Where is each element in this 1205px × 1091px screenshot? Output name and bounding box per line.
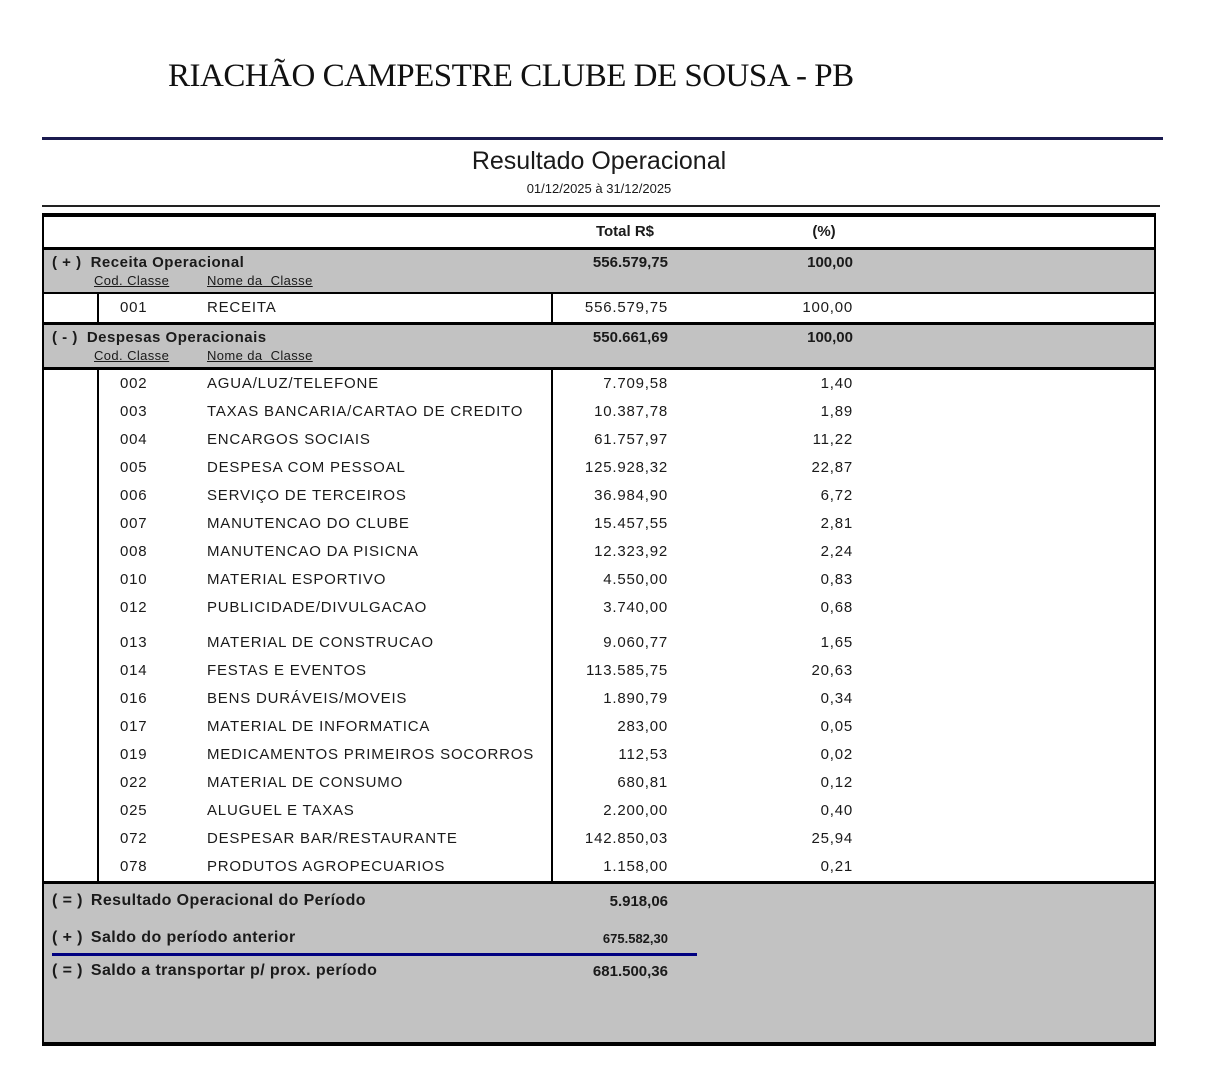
row-code: 008 [120, 543, 148, 560]
row-name: ALUGUEL E TAXAS [207, 802, 355, 819]
table-row [44, 370, 1154, 398]
row-code: 019 [120, 746, 148, 763]
row-total: 7.709,58 [603, 375, 668, 392]
summary-sign: ( = ) [52, 892, 83, 909]
row-name: AGUA/LUZ/TELEFONE [207, 375, 379, 392]
row-name: MATERIAL DE INFORMATICA [207, 718, 431, 735]
row-total: 2.200,00 [603, 802, 668, 819]
row-total: 556.579,75 [584, 299, 668, 316]
pre-table-rule [42, 205, 1160, 207]
table-row [44, 713, 1154, 741]
row-name: PRODUTOS AGROPECUARIOS [207, 858, 446, 875]
row-percent: 2,24 [820, 543, 853, 560]
row-total: 680,81 [617, 774, 668, 791]
row-name: FESTAS E EVENTOS [207, 662, 367, 679]
row-total: 3.740,00 [603, 599, 668, 616]
summary-value: 675.582,30 [602, 931, 668, 946]
table-row [44, 825, 1154, 853]
section-total: 556.579,75 [592, 254, 668, 271]
row-name: MANUTENCAO DA PISICNA [207, 543, 419, 560]
summary-sign: ( = ) [52, 962, 83, 979]
section-percent: 100,00 [807, 254, 853, 271]
row-code: 006 [120, 487, 148, 504]
row-name: MATERIAL DE CONSTRUCAO [207, 634, 434, 651]
row-code: 010 [120, 571, 148, 588]
table-row [44, 294, 1154, 322]
row-code: 017 [120, 718, 148, 735]
despesas-rows [44, 370, 1154, 881]
row-percent: 0,21 [820, 858, 853, 875]
summary-value: 681.500,36 [592, 963, 668, 980]
summary-divider [52, 953, 697, 956]
table-row [44, 797, 1154, 825]
summary-row-saldo-anterior [52, 929, 296, 947]
table-row [44, 741, 1154, 769]
table-row [44, 454, 1154, 482]
row-name: BENS DURÁVEIS/MOVEIS [207, 690, 408, 707]
row-name: DESPESAR BAR/RESTAURANTE [207, 830, 458, 847]
table-row [44, 769, 1154, 797]
row-code: 007 [120, 515, 148, 532]
report-title: Resultado Operacional [471, 147, 727, 175]
report-period: 01/12/2025 à 31/12/2025 [526, 181, 672, 196]
header-rule [42, 137, 1163, 140]
row-total: 125.928,32 [584, 459, 668, 476]
row-name: MATERIAL ESPORTIVO [207, 571, 387, 588]
row-total: 283,00 [617, 718, 668, 735]
table-row [44, 566, 1154, 594]
row-total: 36.984,90 [594, 487, 668, 504]
section-title: Despesas Operacionais [86, 329, 267, 346]
row-percent: 2,81 [820, 515, 853, 532]
row-percent: 1,65 [820, 634, 853, 651]
row-code: 002 [120, 375, 148, 392]
section-title: Receita Operacional [90, 254, 245, 271]
section-sign: ( + ) [52, 254, 82, 271]
row-total: 9.060,77 [603, 634, 668, 651]
row-code: 078 [120, 858, 148, 875]
section-heading [52, 254, 244, 271]
subheader-cod-classe: Cod. Classe [94, 348, 170, 363]
section-total: 550.661,69 [592, 329, 668, 346]
row-name: SERVIÇO DE TERCEIROS [207, 487, 407, 504]
table-row [44, 510, 1154, 538]
table-header-row [44, 217, 1154, 247]
summary-value: 5.918,06 [609, 893, 668, 910]
row-percent: 1,89 [820, 403, 853, 420]
table-row [44, 657, 1154, 685]
row-name: DESPESA COM PESSOAL [207, 459, 406, 476]
table-row [44, 538, 1154, 566]
section-heading [52, 329, 267, 346]
section-sign: ( - ) [52, 329, 78, 346]
row-total: 1.158,00 [603, 858, 668, 875]
row-total: 113.585,75 [586, 662, 668, 679]
row-percent: 25,94 [811, 830, 853, 847]
row-percent: 0,83 [820, 571, 853, 588]
row-code: 016 [120, 690, 148, 707]
subheader-nome-classe: Nome da Classe [207, 348, 313, 363]
row-percent: 0,68 [820, 599, 853, 616]
table-row [44, 853, 1154, 881]
column-header-total: Total R$ [595, 223, 655, 240]
row-name: TAXAS BANCARIA/CARTAO DE CREDITO [207, 403, 524, 420]
row-code: 022 [120, 774, 148, 791]
row-total: 15.457,55 [594, 515, 668, 532]
operational-results-table [42, 213, 1156, 1046]
row-percent: 0,02 [820, 746, 853, 763]
subheader-nome-classe: Nome da Classe [207, 273, 313, 288]
row-percent: 11,22 [812, 431, 853, 448]
row-code: 005 [120, 459, 148, 476]
section-band-despesas [44, 325, 1154, 367]
table-row [44, 685, 1154, 713]
row-percent: 0,12 [820, 774, 853, 791]
row-code: 014 [120, 662, 148, 679]
summary-block [44, 884, 1154, 1042]
table-row [44, 594, 1154, 622]
row-name: PUBLICIDADE/DIVULGACAO [207, 599, 428, 616]
row-total: 112,53 [618, 746, 668, 763]
row-total: 12.323,92 [594, 543, 668, 560]
table-bottom-border [44, 1042, 1154, 1046]
row-percent: 0,34 [820, 690, 853, 707]
row-percent: 22,87 [811, 459, 853, 476]
row-code: 013 [120, 634, 148, 651]
table-row [44, 398, 1154, 426]
section-percent: 100,00 [807, 329, 853, 346]
row-code: 004 [120, 431, 148, 448]
summary-row-resultado [52, 892, 366, 910]
row-total: 4.550,00 [603, 571, 668, 588]
row-total: 10.387,78 [594, 403, 668, 420]
row-percent: 0,40 [820, 802, 853, 819]
row-percent: 0,05 [820, 718, 853, 735]
row-code: 072 [120, 830, 148, 847]
table-row [44, 482, 1154, 510]
summary-sign: ( + ) [52, 929, 83, 946]
row-percent: 100,00 [802, 299, 853, 316]
section-band-receita [44, 250, 1154, 292]
summary-label: Saldo do período anterior [90, 929, 296, 946]
summary-label: Saldo a transportar p/ prox. período [90, 962, 378, 979]
row-total: 61.757,97 [594, 431, 668, 448]
row-total: 1.890,79 [603, 690, 668, 707]
table-row [44, 629, 1154, 657]
row-code: 003 [120, 403, 148, 420]
row-name: MEDICAMENTOS PRIMEIROS SOCORROS [207, 746, 535, 763]
row-name: RECEITA [207, 299, 277, 316]
receita-rows [44, 294, 1154, 322]
row-percent: 6,72 [820, 487, 853, 504]
summary-row-saldo-transportar [52, 962, 377, 980]
row-name: MATERIAL DE CONSUMO [207, 774, 404, 791]
row-code: 012 [120, 599, 148, 616]
row-total: 142.850,03 [584, 830, 668, 847]
row-name: MANUTENCAO DO CLUBE [207, 515, 410, 532]
column-header-percent: (%) [812, 223, 836, 240]
row-percent: 1,40 [820, 375, 853, 392]
summary-label: Resultado Operacional do Período [90, 892, 366, 909]
table-row [44, 426, 1154, 454]
row-code: 001 [120, 299, 148, 316]
row-percent: 20,63 [811, 662, 853, 679]
subheader-cod-classe: Cod. Classe [94, 273, 170, 288]
row-name: ENCARGOS SOCIAIS [207, 431, 371, 448]
row-code: 025 [120, 802, 148, 819]
page-title: RIACHÃO CAMPESTRE CLUBE DE SOUSA - PB [168, 58, 854, 94]
